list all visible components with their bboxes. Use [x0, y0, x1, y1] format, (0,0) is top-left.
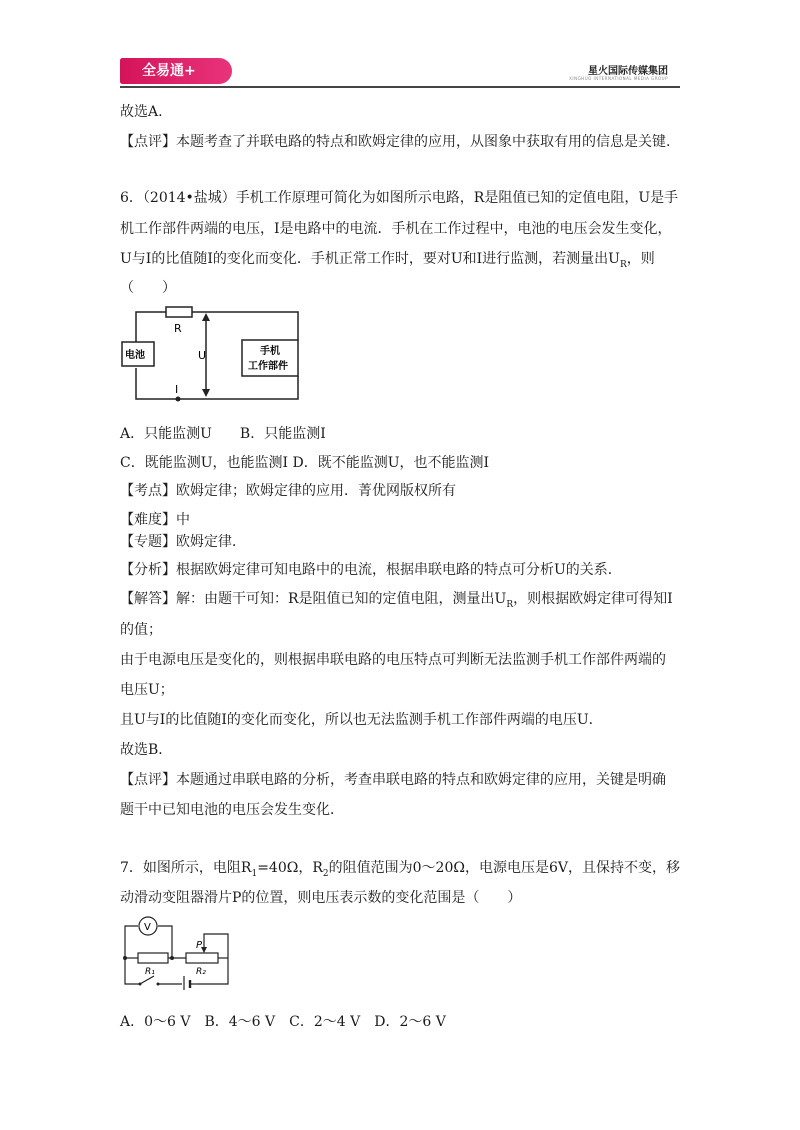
q6-voltage-label: U	[198, 349, 207, 362]
q7-voltmeter-label: V	[144, 922, 151, 933]
q7-r2-label: R₂	[196, 967, 206, 977]
q6-current-label: I	[175, 383, 179, 396]
q6-circuit-diagram	[118, 304, 308, 410]
q6-device-label-1: 手机	[260, 346, 280, 357]
q6-stem-line-2: 机工作部件两端的电压，I是电路中的电流．手机在工作过程中，电池的电压会发生变化，	[120, 221, 672, 237]
q7-options: A．0～6 V B．4～6 V C．2～4 V D．2～6 V	[120, 1014, 446, 1030]
page-header	[120, 56, 680, 88]
q6-stem-line-4: （ ）	[120, 280, 176, 296]
q6-zhuanti: 【专题】欧姆定律．	[120, 534, 246, 550]
q7-circuit-diagram	[120, 912, 236, 994]
brand-name: 星火国际传媒集团	[588, 66, 668, 77]
prev-comment: 【点评】本题考查了并联电路的特点和欧姆定律的应用，从图象中获取有用的信息是关键.	[120, 134, 671, 150]
q6-stem-line-3: U与I的比值随I的变化而变化．手机正常工作时，要对U和I进行监测，若测量出$U_R$，则	[120, 251, 655, 270]
q6-fenxi: 【分析】根据欧姆定律可知电路中的电流，根据串联电路的特点可分析U的关系．	[120, 562, 622, 578]
logo: 全易通+	[120, 58, 232, 84]
q7-stem-line-2: 动滑动变阻器滑片P的位置，则电压表示数的变化范围是（ ）	[120, 890, 522, 906]
q6-comment-line-1: 【点评】本题通过串联电路的分析，考查串联电路的特点和欧姆定律的应用，关键是明确	[120, 772, 666, 788]
q6-device-label-2: 工作部件	[248, 361, 288, 372]
q6-jieda-line-4: 电压U；	[120, 682, 174, 698]
q6-answer: 故选B．	[120, 742, 173, 758]
q6-jieda-line-2: 的值；	[120, 622, 162, 638]
q6-jieda-line-1: 【解答】解：由题干可知：R是阻值已知的定值电阻，测量出$U_R$，则根据欧姆定律可得知I	[120, 591, 673, 610]
q6-battery-label: 电池	[125, 350, 145, 361]
q6-options-cd: C．既能监测U，也能监测I D．既不能监测U，也不能监测I	[120, 455, 490, 471]
q6-jieda-line-5: 且U与I的比值随I的变化而变化，所以也无法监测手机工作部件两端的电压U．	[120, 712, 603, 728]
brand-subtitle: XINGHUO INTERNATIONAL MEDIA GROUP	[569, 76, 668, 81]
q6-kaodian: 【考点】欧姆定律；欧姆定律的应用．菁优网版权所有	[120, 483, 456, 499]
q7-slider-label: P	[196, 940, 203, 951]
q6-jieda-line-3: 由于电源电压是变化的，则根据串联电路的电压特点可判断无法监测手机工作部件两端的	[120, 652, 666, 668]
q6-comment-line-2: 题干中已知电池的电压会发生变化．	[120, 802, 344, 818]
q6-resistor-label: R	[174, 322, 182, 335]
header-rule	[120, 86, 680, 88]
q6-nandu: 【难度】中	[120, 512, 190, 528]
q6-stem-line-1: 6．（2014•盐城）手机工作原理可简化为如图所示电路，R是阻值已知的定值电阻，U是手	[120, 190, 679, 206]
prev-answer: 故选A.	[120, 104, 163, 120]
q7-stem-line-1: 7．如图所示，电阻$R_1=40\Omega$，$R_2$的阻值范围为0～20Ω，电源电压是6V，且保持不变，移	[120, 860, 680, 879]
q7-r1-label: R₁	[145, 967, 155, 977]
q6-options-ab: A．只能监测U B．只能监测I	[120, 426, 326, 442]
